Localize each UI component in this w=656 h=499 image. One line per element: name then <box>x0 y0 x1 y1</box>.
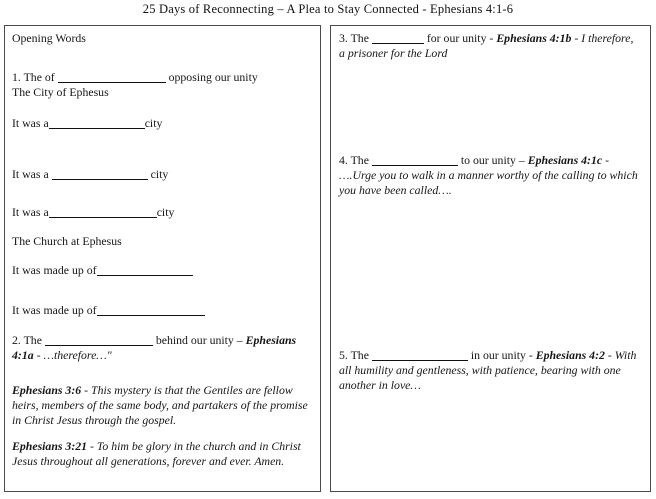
left-item-1 <box>12 70 258 85</box>
item3-suffix: for our unity - <box>426 31 494 45</box>
item1-suffix: opposing our unity <box>168 70 258 84</box>
item4-scripture-reference: Ephesians 4:1c <box>527 153 603 167</box>
right-item-4 <box>339 153 642 199</box>
item3-prefix: 3. The <box>339 31 369 45</box>
city-line-2 <box>12 167 168 182</box>
city-line-1-blank-field[interactable] <box>49 117 145 129</box>
item3-scripture-reference: Ephesians 4:1b <box>496 31 572 45</box>
item2-scripture-reference: Ephesians 4:1a <box>12 333 297 363</box>
item2-prefix: 2. The <box>12 333 42 347</box>
item4-blank-field[interactable] <box>372 154 458 166</box>
scripture-block-ephesians-3-21 <box>12 439 314 469</box>
item5-scripture-quote: - With all humility and gentleness, with patience, bearing with one another in love… <box>339 348 637 393</box>
item4-prefix: 4. The <box>339 153 369 167</box>
item4-suffix: to our unity – <box>460 153 525 167</box>
opening-words-heading: Opening Words <box>12 31 86 45</box>
left-column-panel <box>4 25 321 492</box>
right-column-panel <box>330 25 651 492</box>
item3-blank-field[interactable] <box>372 32 424 44</box>
city-of-ephesus-subheading: The City of Ephesus <box>12 85 109 99</box>
city-line-1-prefix: It was a <box>12 116 49 130</box>
right-item-3 <box>339 31 642 61</box>
city-line-2-blank-field[interactable] <box>52 168 148 180</box>
city-line-1 <box>12 116 162 131</box>
city-line-3 <box>12 205 174 220</box>
item5-prefix: 5. The <box>339 348 369 362</box>
city-line-3-prefix: It was a <box>12 205 49 219</box>
item1-blank-field[interactable] <box>58 71 166 83</box>
page-title: 25 Days of Reconnecting – A Plea to Stay Connected - Ephesians 4:1-6 <box>142 2 514 16</box>
church-line-1-prefix: It was made up of <box>12 263 97 277</box>
left-item-2 <box>12 333 314 363</box>
item2-suffix: behind our unity – <box>155 333 243 347</box>
item5-suffix: in our unity - <box>470 348 533 362</box>
item4-scripture-quote: - ….Urge you to walk in a manner worthy of the calling to which you have been called…. <box>339 153 638 198</box>
city-line-3-suffix: city <box>156 205 175 219</box>
city-line-2-suffix: city <box>150 167 169 181</box>
city-line-1-suffix: city <box>144 116 163 130</box>
scripture1-text: - This mystery is that the Gentiles are fellow heirs, members of the same body, and partakers of the promise in Christ Jesus through the gospel. <box>12 383 308 428</box>
item5-blank-field[interactable] <box>372 349 468 361</box>
scripture2-text: - To him be glory in the church and in Christ Jesus throughout all generations, forever and ever. Amen. <box>12 439 301 469</box>
item2-scripture-quote: - …therefore…" <box>36 348 112 363</box>
church-line-2-blank-field[interactable] <box>97 304 205 316</box>
scripture1-reference: Ephesians 3:6 <box>12 383 82 397</box>
church-line-2 <box>12 303 205 318</box>
city-line-3-blank-field[interactable] <box>49 206 157 218</box>
right-item-5 <box>339 348 642 394</box>
item5-scripture-reference: Ephesians 4:2 <box>535 348 605 362</box>
church-line-2-prefix: It was made up of <box>12 303 97 317</box>
scripture-block-ephesians-3-6 <box>12 383 314 429</box>
item1-prefix: 1. The of <box>12 70 55 84</box>
city-line-2-prefix: It was a <box>12 167 49 181</box>
church-line-1-blank-field[interactable] <box>97 264 193 276</box>
church-line-1 <box>12 263 193 278</box>
item2-blank-field[interactable] <box>45 334 153 346</box>
item3-scripture-quote: - I therefore, a prisoner for the Lord <box>339 31 634 61</box>
church-at-ephesus-subheading: The Church at Ephesus <box>12 234 122 248</box>
scripture2-reference: Ephesians 3:21 <box>12 439 88 453</box>
